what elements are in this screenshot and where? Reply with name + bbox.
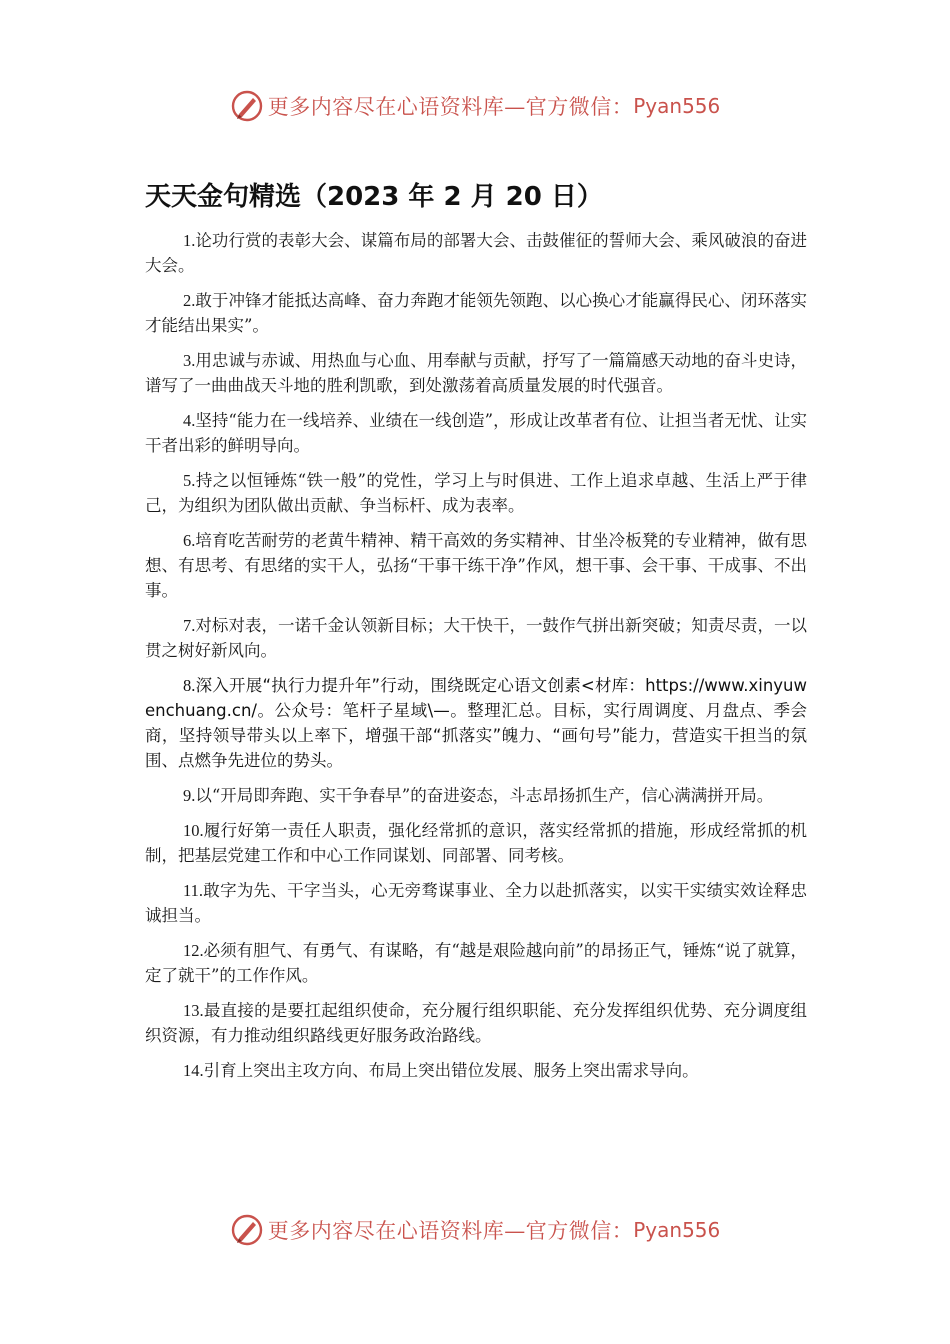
header-banner: [0, 84, 950, 128]
paragraph-10: 10.履行好第一责任人职责，强化经常抓的意识，落实经常抓的措施，形成经常抓的机制，把基层党建工作和中心工作同谋划、同部署、同考核。: [145, 821, 807, 865]
banner-text: 更多内容尽在心语资料库—官方微信：: [267, 95, 634, 119]
paragraph-1: 1.论功行赏的表彰大会、谋篇布局的部署大会、击鼓催征的誓师大会、乘风破浪的奋进大会。: [145, 231, 807, 275]
paragraph-14: 14.引育上突出主攻方向、布局上突出错位发展、服务上突出需求导向。: [183, 1061, 699, 1080]
pen-logo-icon: [230, 1213, 264, 1247]
banner-text: 更多内容尽在心语资料库—官方微信：: [267, 1219, 634, 1243]
paragraph-2: 2.敢于冲锋才能抵达高峰、奋力奔跑才能领先领跑、以心换心才能赢得民心、闭环落实才能结出果实”。: [145, 291, 807, 335]
paragraph-3: 3.用忠诚与赤诚、用热血与心血、用奉献与贡献，抒写了一篇篇感天动地的奋斗史诗，谱写了一曲曲战天斗地的胜利凯歌，到处激荡着高质量发展的时代强音。: [145, 351, 807, 395]
paragraph-6: 6.培育吃苦耐劳的老黄牛精神、精干高效的务实精神、甘坐冷板凳的专业精神，做有思想、有思考、有思绪的实干人，弘扬“干事干练干净”作风，想干事、会干事、干成事、不出事。: [145, 531, 807, 600]
paragraph-7: 7.对标对表，一诺千金认领新目标；大干快干，一鼓作气拼出新突破；知责尽责，一以贯之树好新风向。: [145, 616, 807, 660]
paragraph-4: 4.坚持“能力在一线培养、业绩在一线创造”，形成让改革者有位、让担当者无忧、让实干者出彩的鲜明导向。: [145, 411, 807, 455]
banner-wechat-id: Pyan556: [633, 1218, 721, 1242]
page-title: 天天金句精选（2023 年 2 月 20 日）: [145, 182, 603, 212]
document-body: [145, 228, 807, 1093]
paragraph-9: 9.以“开局即奔跑、实干争春早”的奋进姿态，斗志昂扬抓生产，信心满满拼开局。: [183, 786, 774, 805]
footer-banner: [0, 1208, 950, 1252]
paragraph-12: 12.必须有胆气、有勇气、有谋略，有“越是艰险越向前”的昂扬正气，锤炼“说了就算，定了就干”的工作作风。: [145, 941, 807, 985]
banner-wechat-id: Pyan556: [633, 94, 721, 118]
paragraph-5: 5.持之以恒锤炼“铁一般”的党性，学习上与时俱进、工作上追求卓越、生活上严于律己，为组织为团队做出贡献、争当标杆、成为表率。: [145, 471, 807, 515]
paragraph-13: 13.最直接的是要扛起组织使命，充分履行组织职能、充分发挥组织优势、充分调度组织资源，有力推动组织路线更好服务政治路线。: [145, 1001, 807, 1045]
paragraph-11: 11.敢字为先、干字当头，心无旁骛谋事业、全力以赴抓落实，以实干实绩实效诠释忠诚担当。: [145, 881, 807, 925]
paragraph-8: 8.深入开展“执行力提升年”行动，围绕既定心语文创素<材库：https://www.xinyuwenchuang.cn/。公众号：笔杆子星域\—。整理汇总。目标，实行周调度、月盘点、季会商，坚持领导带头以上率下，增强干部“抓落实”魄力、“画句号”能力，营造实干担当的氛围、点燃争先进位的势头。: [145, 676, 807, 770]
pen-logo-icon: [230, 89, 264, 123]
